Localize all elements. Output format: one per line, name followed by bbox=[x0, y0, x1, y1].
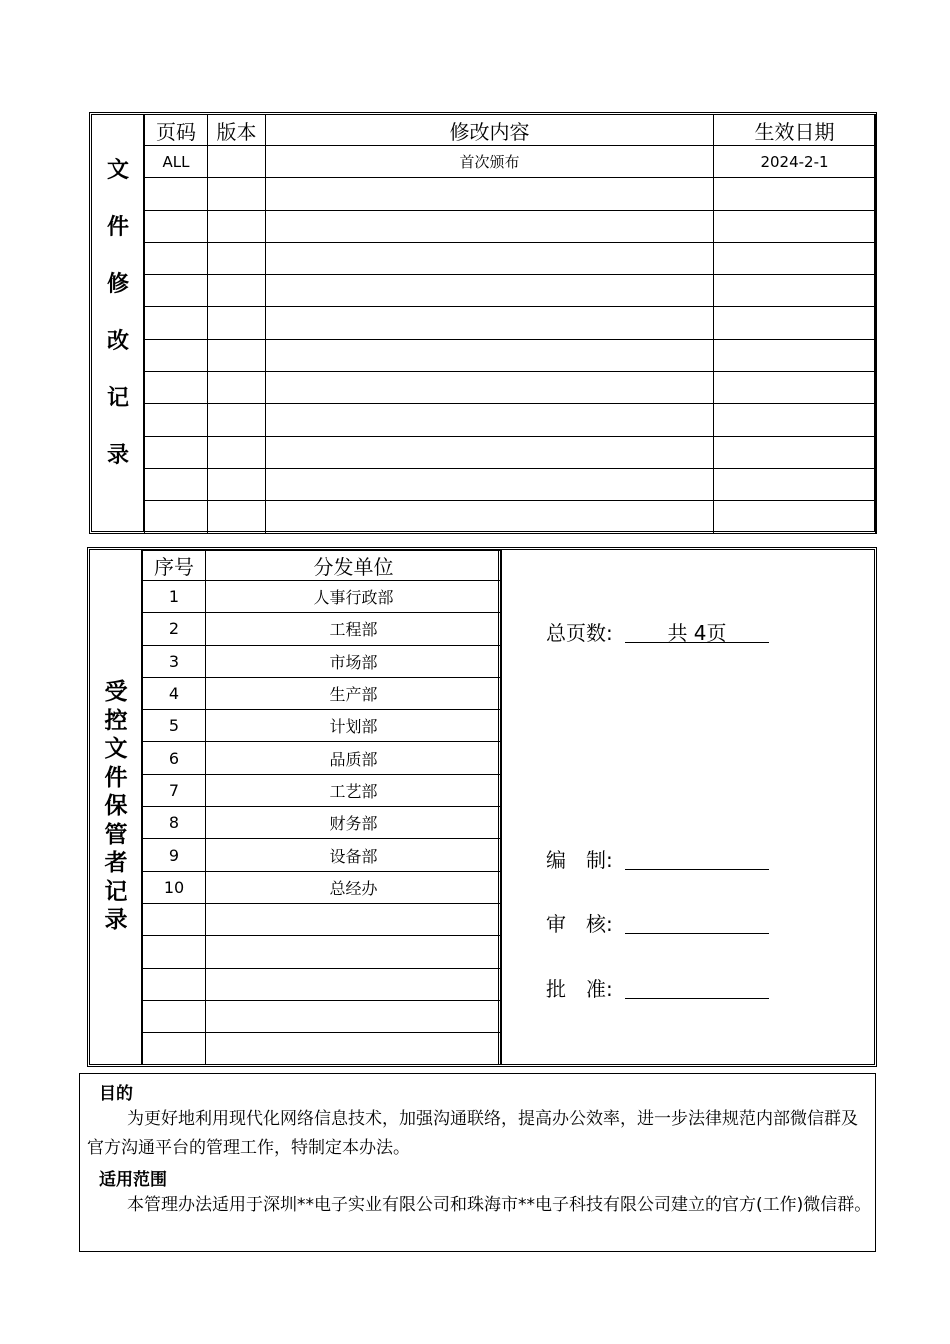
cell-no: 10 bbox=[143, 871, 206, 903]
distribution-table-header bbox=[143, 551, 502, 581]
cell-unit: 品质部 bbox=[206, 742, 502, 774]
cell-unit: 计划部 bbox=[206, 710, 502, 742]
cell-no: 5 bbox=[143, 710, 206, 742]
cell-unit: 工程部 bbox=[206, 613, 502, 645]
cell-no: 1 bbox=[143, 581, 206, 613]
cell-date: 2024-2-1 bbox=[714, 146, 876, 178]
distribution-table bbox=[142, 550, 502, 1065]
header-page: 页码 bbox=[145, 115, 208, 146]
table-row bbox=[143, 613, 502, 645]
table-row bbox=[143, 645, 502, 677]
table-row bbox=[143, 839, 502, 871]
scope-text: 本管理办法适用于深圳**电子实业有限公司和珠海市**电子科技有限公司建立的官方(工作)微信群。 bbox=[127, 1195, 872, 1215]
table-row bbox=[143, 936, 502, 968]
cell-unit: 市场部 bbox=[206, 645, 502, 677]
header-content: 修改内容 bbox=[266, 115, 714, 146]
purpose-text: 为更好地利用现代化网络信息技术，加强沟通联络，提高办公效率，进一步法律规范内部微信群及官方沟通平台的管理工作，特制定本办法。 bbox=[87, 1109, 858, 1158]
cell-no: 3 bbox=[143, 645, 206, 677]
distribution-divider bbox=[498, 550, 501, 1064]
cell-no: 4 bbox=[143, 677, 206, 709]
side-title-char: 修 bbox=[106, 272, 129, 297]
table-row bbox=[145, 210, 876, 242]
revision-table-header bbox=[145, 115, 876, 146]
table-row bbox=[143, 1000, 502, 1032]
cell-unit: 人事行政部 bbox=[206, 581, 502, 613]
side-title-char: 记 bbox=[106, 386, 129, 411]
table-row bbox=[145, 404, 876, 436]
purpose-title: 目的 bbox=[99, 1084, 133, 1104]
table-row bbox=[145, 178, 876, 210]
table-row bbox=[145, 468, 876, 500]
approved-by-line[interactable] bbox=[625, 973, 769, 999]
table-row bbox=[145, 242, 876, 274]
cell-no: 8 bbox=[143, 807, 206, 839]
table-row bbox=[143, 871, 502, 903]
revision-table bbox=[144, 114, 876, 534]
side-title-char: 文 bbox=[106, 158, 129, 183]
reviewed-by-line[interactable] bbox=[625, 908, 769, 934]
cell-no: 9 bbox=[143, 839, 206, 871]
cell-no: 7 bbox=[143, 774, 206, 806]
total-pages-field bbox=[546, 617, 727, 646]
table-row bbox=[145, 146, 876, 178]
header-version: 版本 bbox=[208, 115, 266, 146]
table-row bbox=[145, 275, 876, 307]
table-row bbox=[143, 774, 502, 806]
table-row bbox=[143, 742, 502, 774]
table-row bbox=[145, 372, 876, 404]
reviewed-by-field bbox=[546, 908, 613, 937]
approved-by-label: 批 准: bbox=[546, 977, 613, 1001]
cell-unit: 财务部 bbox=[206, 807, 502, 839]
table-row bbox=[143, 903, 502, 935]
compiled-by-line[interactable] bbox=[625, 844, 769, 870]
table-row bbox=[145, 501, 876, 533]
table-row bbox=[143, 677, 502, 709]
approved-by-field bbox=[546, 973, 613, 1002]
table-row bbox=[143, 710, 502, 742]
distribution-record-side-title bbox=[90, 550, 142, 1064]
cell-no: 6 bbox=[143, 742, 206, 774]
side-title-text: 受 控 文 件 保 管 者 记 录 bbox=[104, 679, 128, 933]
table-row bbox=[143, 968, 502, 1000]
revision-record-side-title bbox=[92, 115, 144, 531]
purpose-section bbox=[79, 1073, 876, 1252]
compiled-by-field bbox=[546, 844, 613, 873]
total-pages-value: 共 4页 bbox=[625, 617, 769, 643]
total-pages-label: 总页数: bbox=[546, 621, 613, 645]
cell-no: 2 bbox=[143, 613, 206, 645]
cell-content: 首次颁布 bbox=[266, 146, 714, 178]
scope-title: 适用范围 bbox=[99, 1170, 167, 1190]
header-effective-date: 生效日期 bbox=[714, 115, 876, 146]
table-row bbox=[143, 581, 502, 613]
table-row bbox=[145, 307, 876, 339]
cell-unit: 生产部 bbox=[206, 677, 502, 709]
table-row bbox=[145, 339, 876, 371]
table-row bbox=[145, 436, 876, 468]
header-unit: 分发单位 bbox=[206, 551, 502, 581]
cell-version bbox=[208, 146, 266, 178]
cell-unit: 工艺部 bbox=[206, 774, 502, 806]
table-row bbox=[143, 1033, 502, 1065]
cell-page: ALL bbox=[145, 146, 208, 178]
cell-unit: 总经办 bbox=[206, 871, 502, 903]
side-title-char: 改 bbox=[106, 329, 129, 354]
reviewed-by-label: 审 核: bbox=[546, 912, 613, 936]
cell-unit: 设备部 bbox=[206, 839, 502, 871]
header-no: 序号 bbox=[143, 551, 206, 581]
compiled-by-label: 编 制: bbox=[546, 848, 613, 872]
side-title-char: 录 bbox=[106, 443, 129, 468]
side-title-char: 件 bbox=[106, 215, 129, 240]
table-row bbox=[143, 807, 502, 839]
